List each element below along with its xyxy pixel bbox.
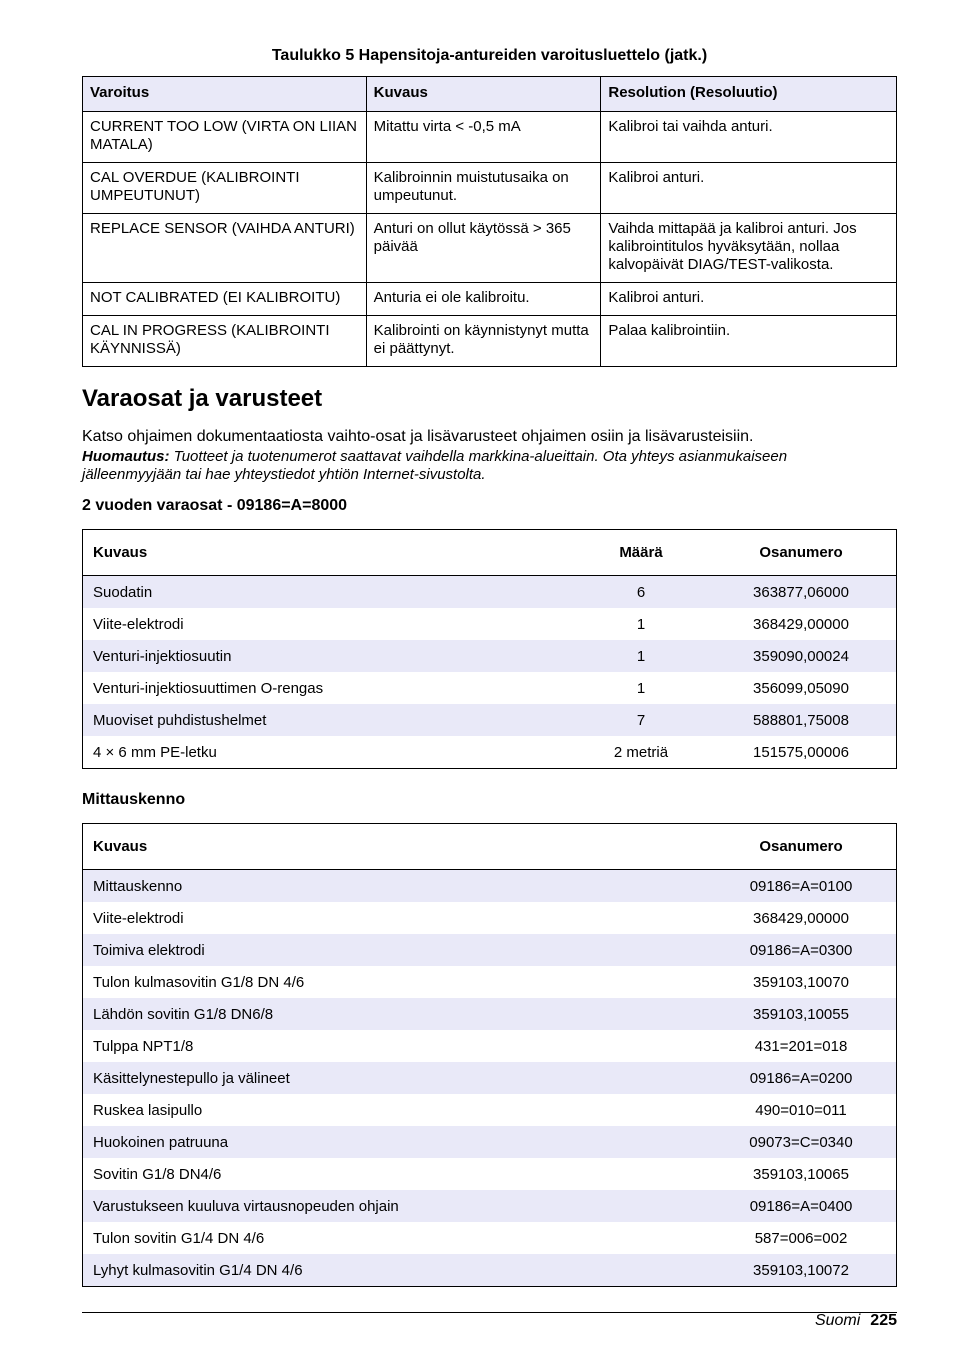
description-cell: Kalibroinnin muistutusaika on umpeutunut.	[366, 163, 601, 214]
description-cell: Anturia ei ole kalibroitu.	[366, 283, 601, 316]
description-cell: Tulon sovitin G1/4 DN 4/6	[93, 1229, 265, 1247]
spare-parts-heading: 2 vuoden varaosat - 09186=A=8000	[82, 497, 348, 514]
description-cell: Mittauskenno	[83, 870, 707, 903]
description-cell: Muoviset puhdistushelmet	[83, 704, 577, 736]
description-cell: Varustukseen kuuluva virtausnopeuden ohjain	[83, 1190, 707, 1222]
measuring-cell-table	[82, 823, 897, 1287]
part-number-cell: 588801,75008	[706, 704, 897, 736]
resolution-cell: Vaihda mittapää ja kalibroi anturi. Jos kalibrointitulos hyväksytään, nollaa kalvopäivät DIAG/TEST-valikosta.	[601, 214, 897, 283]
table-row	[83, 934, 897, 966]
description-cell: Tulon kulmasovitin G1/8 DN 4/6	[93, 973, 305, 991]
table-row	[83, 1222, 897, 1254]
resolution-cell: Kalibroi anturi.	[601, 283, 897, 316]
intro-paragraph: Katso ohjaimen dokumentaatiosta vaihto-osat ja lisävarusteet ohjaimen osiin ja lisävarusteisiin.	[82, 428, 754, 445]
warning-cell: CAL OVERDUE (KALIBROINTI UMPEUTUNUT)	[83, 163, 367, 214]
description-cell: Viite-elektrodi	[93, 909, 184, 927]
part-number-cell: 359103,10055	[706, 998, 897, 1030]
table-header-row	[83, 530, 897, 576]
page-number: 225	[870, 1312, 897, 1329]
quantity-cell: 1	[636, 679, 646, 697]
table-row	[83, 966, 897, 998]
column-header-warning: Varoitus	[83, 77, 367, 112]
description-cell: Anturi on ollut käytössä > 365 päivää	[366, 214, 601, 283]
warning-cell: CURRENT TOO LOW (VIRTA ON LIIAN MATALA)	[83, 112, 367, 163]
description-cell: Lähdön sovitin G1/8 DN6/8	[83, 998, 707, 1030]
part-number-cell: 431=201=018	[754, 1037, 848, 1055]
quantity-cell: 7	[576, 704, 706, 736]
table-row	[83, 608, 897, 640]
table-header-row	[83, 77, 897, 112]
description-cell: Toimiva elektrodi	[83, 934, 707, 966]
warning-cell: NOT CALIBRATED (EI KALIBROITU)	[83, 283, 367, 316]
part-number-cell: 09186=A=0200	[706, 1062, 897, 1094]
table-row	[83, 640, 897, 672]
quantity-cell: 1	[576, 640, 706, 672]
table-row	[83, 870, 897, 903]
part-number-cell: 356099,05090	[753, 679, 849, 697]
description-cell: Venturi-injektiosuutin	[83, 640, 577, 672]
part-number-cell: 359103,10065	[753, 1165, 849, 1183]
table-row	[83, 1094, 897, 1126]
table-row	[83, 902, 897, 934]
page-footer	[815, 1312, 897, 1330]
note	[82, 448, 882, 484]
table-row	[83, 998, 897, 1030]
part-number-cell: 359103,10072	[706, 1254, 897, 1287]
description-cell: Kalibrointi on käynnistynyt mutta ei päättynyt.	[366, 316, 601, 367]
part-number-cell: 368429,00000	[753, 909, 849, 927]
warning-cell: REPLACE SENSOR (VAIHDA ANTURI)	[83, 214, 367, 283]
table-row	[83, 163, 897, 214]
part-number-cell: 359103,10070	[753, 973, 849, 991]
note-text: Tuotteet ja tuotenumerot saattavat vaihdella markkina-alueittain. Ota yhteys asianmukaiseen jälleenmyyjään tai hae yhteystiedot yhtiön Internet-sivustolta.	[82, 448, 788, 483]
part-number-cell: 587=006=002	[754, 1229, 848, 1247]
part-number-cell: 09186=A=0400	[706, 1190, 897, 1222]
quantity-cell: 2 metriä	[613, 743, 669, 761]
part-number-cell: 363877,06000	[706, 576, 897, 609]
quantity-cell: 1	[636, 615, 646, 633]
resolution-cell: Palaa kalibrointiin.	[601, 316, 897, 367]
warning-table	[82, 76, 897, 367]
column-header-quantity: Määrä	[576, 530, 706, 576]
column-header-resolution: Resolution (Resoluutio)	[601, 77, 897, 112]
table-caption: Taulukko 5 Hapensitoja-antureiden varoitusluettelo (jatk.)	[271, 47, 708, 64]
table-row	[83, 736, 897, 769]
table-row	[83, 316, 897, 367]
part-number-cell: 09073=C=0340	[706, 1126, 897, 1158]
resolution-cell: Kalibroi anturi.	[601, 163, 897, 214]
description-cell: Sovitin G1/8 DN4/6	[93, 1165, 222, 1183]
description-cell: Venturi-injektiosuuttimen O-rengas	[93, 679, 324, 697]
part-number-cell: 490=010=011	[755, 1101, 847, 1119]
table-row	[83, 214, 897, 283]
warning-cell: CAL IN PROGRESS (KALIBROINTI KÄYNNISSÄ)	[83, 316, 367, 367]
table-row	[83, 704, 897, 736]
measuring-cell-heading: Mittauskenno	[82, 791, 186, 808]
footer-language: Suomi	[814, 1312, 861, 1329]
description-cell: Lyhyt kulmasovitin G1/4 DN 4/6	[83, 1254, 707, 1287]
part-number-cell: 359090,00024	[706, 640, 897, 672]
description-cell: Huokoinen patruuna	[83, 1126, 707, 1158]
table-row	[83, 283, 897, 316]
description-cell: 4 × 6 mm PE-letku	[93, 743, 217, 761]
table-row	[83, 576, 897, 609]
part-number-cell: 368429,00000	[753, 615, 849, 633]
table-row	[83, 1126, 897, 1158]
description-cell: Viite-elektrodi	[93, 615, 184, 633]
column-header-part-number: Osanumero	[706, 530, 897, 576]
column-header-part-number: Osanumero	[706, 824, 897, 870]
footer-divider	[82, 1312, 897, 1313]
description-cell: Ruskea lasipullo	[93, 1101, 203, 1119]
table-header-row	[83, 824, 897, 870]
spare-parts-table	[82, 529, 897, 769]
column-header-description: Kuvaus	[83, 530, 577, 576]
resolution-cell: Kalibroi tai vaihda anturi.	[601, 112, 897, 163]
table-row	[83, 1062, 897, 1094]
column-header-description: Kuvaus	[366, 77, 601, 112]
table-row	[83, 672, 897, 704]
table-row	[83, 1030, 897, 1062]
table-row	[83, 1158, 897, 1190]
part-number-cell: 09186=A=0300	[706, 934, 897, 966]
quantity-cell: 6	[576, 576, 706, 609]
description-cell: Suodatin	[83, 576, 577, 609]
part-number-cell: 09186=A=0100	[706, 870, 897, 903]
table-row	[83, 1190, 897, 1222]
section-title: Varaosat ja varusteet	[82, 385, 323, 412]
description-cell: Käsittelynestepullo ja välineet	[83, 1062, 707, 1094]
description-cell: Mitattu virta < -0,5 mA	[366, 112, 601, 163]
description-cell: Tulppa NPT1/8	[93, 1037, 194, 1055]
table-row	[83, 1254, 897, 1287]
column-header-description: Kuvaus	[83, 824, 707, 870]
note-label: Huomautus:	[82, 448, 170, 465]
table-row	[83, 112, 897, 163]
part-number-cell: 151575,00006	[753, 743, 849, 761]
